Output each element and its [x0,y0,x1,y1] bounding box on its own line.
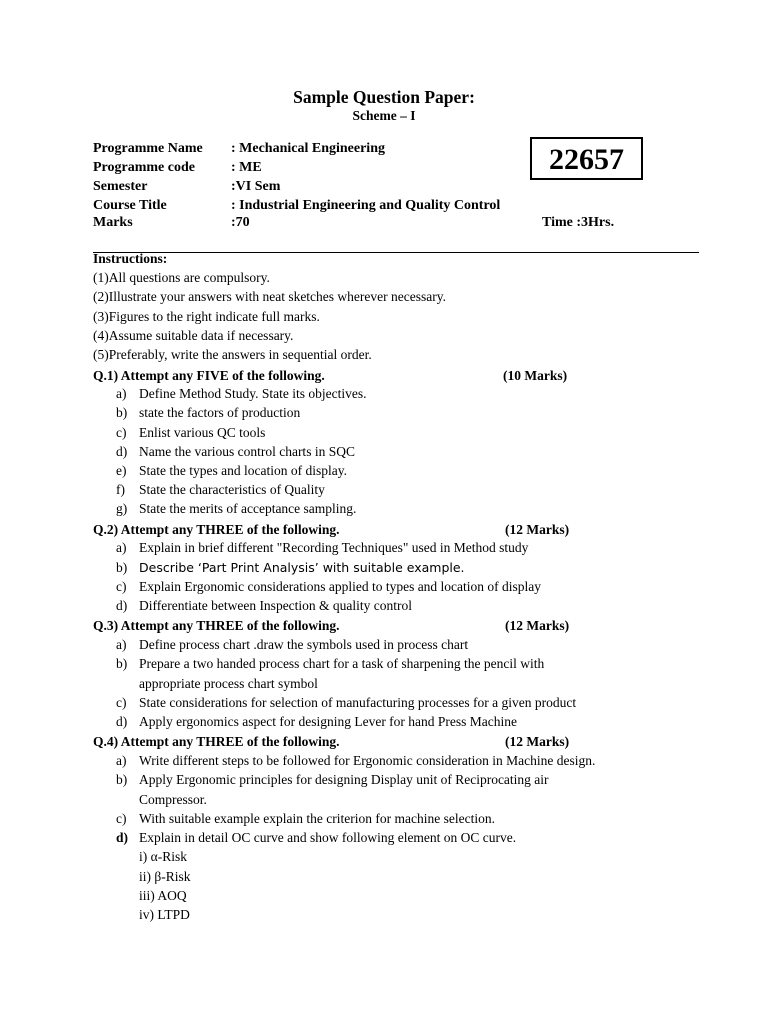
sub-item: iii) AOQ [139,888,187,903]
question-4-heading: Q.4) Attempt any THREE of the following. [93,734,340,749]
instruction-item: (4)Assume suitable data if necessary. [93,328,294,343]
question-3-marks: (12 Marks) [505,618,570,633]
item-text: Define Method Study. State its objectives. [139,386,367,401]
question-4-marks: (12 Marks) [505,734,570,749]
item-text: Name the various control charts in SQC [139,444,355,459]
question-item-continuation: Compressor. [139,792,207,807]
item-letter: c) [116,811,127,826]
info-value: : Industrial Engineering and Quality Control [231,198,501,213]
question-3-heading: Q.3) Attempt any THREE of the following. [93,618,340,633]
info-label: Semester [93,179,148,194]
item-text: Prepare a two handed process chart for a task of sharpening the pencil with [139,656,545,671]
item-letter: b) [116,405,128,420]
item-letter: a) [116,753,127,768]
item-text: Define process chart .draw the symbols used in process chart [139,637,469,652]
item-text: Apply ergonomics aspect for designing Lever for hand Press Machine [139,714,518,729]
item-text: With suitable example explain the criterion for machine selection. [139,811,495,826]
subject-code-box: 22657 [530,137,643,180]
time-label: Time :3Hrs. [542,215,615,230]
info-value: :VI Sem [231,179,281,194]
instruction-item: (2)Illustrate your answers with neat sketches wherever necessary. [93,289,446,304]
item-letter: b) [116,772,128,787]
item-text: Apply Ergonomic principles for designing Display unit of Reciprocating air [139,772,549,787]
item-letter: d) [116,830,129,845]
question-1-marks: (10 Marks) [503,368,568,383]
item-letter: f) [116,482,125,497]
item-text: Explain in detail OC curve and show following element on OC curve. [139,830,517,845]
item-letter: a) [116,637,127,652]
question-item-continuation: appropriate process chart symbol [139,676,318,691]
item-text: State the types and location of display. [139,463,347,478]
item-text: Differentiate between Inspection & quality control [139,598,413,613]
item-text: Enlist various QC tools [139,425,266,440]
sub-item: iv) LTPD [139,907,190,922]
header-divider [93,252,699,253]
info-label: Marks [93,215,133,230]
item-letter: c) [116,425,127,440]
item-letter: a) [116,540,127,555]
page-title: Sample Question Paper: [293,87,475,107]
item-letter: d) [116,714,128,729]
instruction-item: (1)All questions are compulsory. [93,270,270,285]
info-value: :70 [231,215,250,230]
item-text: State considerations for selection of manufacturing processes for a given product [139,695,577,710]
item-letter: b) [116,560,128,575]
info-value: : ME [231,160,262,175]
instruction-item: (5)Preferably, write the answers in sequential order. [93,347,372,362]
info-label: Programme Name [93,141,203,156]
item-letter: g) [116,501,128,516]
instruction-item: (3)Figures to the right indicate full marks. [93,309,320,324]
item-letter: b) [116,656,128,671]
scheme-label: Scheme – I [352,108,416,123]
sub-item: ii) β-Risk [139,869,191,884]
question-1-heading: Q.1) Attempt any FIVE of the following. [93,368,325,383]
item-letter: c) [116,579,127,594]
item-letter: d) [116,444,128,459]
item-letter: c) [116,695,127,710]
question-2-marks: (12 Marks) [505,522,570,537]
info-value: : Mechanical Engineering [231,141,385,156]
sub-item: i) α-Risk [139,849,187,864]
item-text: state the factors of production [139,405,301,420]
instructions-heading: Instructions: [93,251,168,266]
item-text: Write different steps to be followed for Ergonomic consideration in Machine design. [139,753,596,768]
item-text: State the characteristics of Quality [139,482,325,497]
item-letter: d) [116,598,128,613]
item-text: Describe ‘Part Print Analysis’ with suitable example. [139,560,465,575]
item-letter: a) [116,386,127,401]
item-text: Explain in brief different "Recording Techniques" used in Method study [139,540,529,555]
item-text: Explain Ergonomic considerations applied to types and location of display [139,579,542,594]
question-2-heading: Q.2) Attempt any THREE of the following. [93,522,340,537]
item-text: State the merits of acceptance sampling. [139,501,357,516]
item-letter: e) [116,463,127,478]
info-label: Programme code [93,160,195,175]
info-label: Course Title [93,198,167,213]
